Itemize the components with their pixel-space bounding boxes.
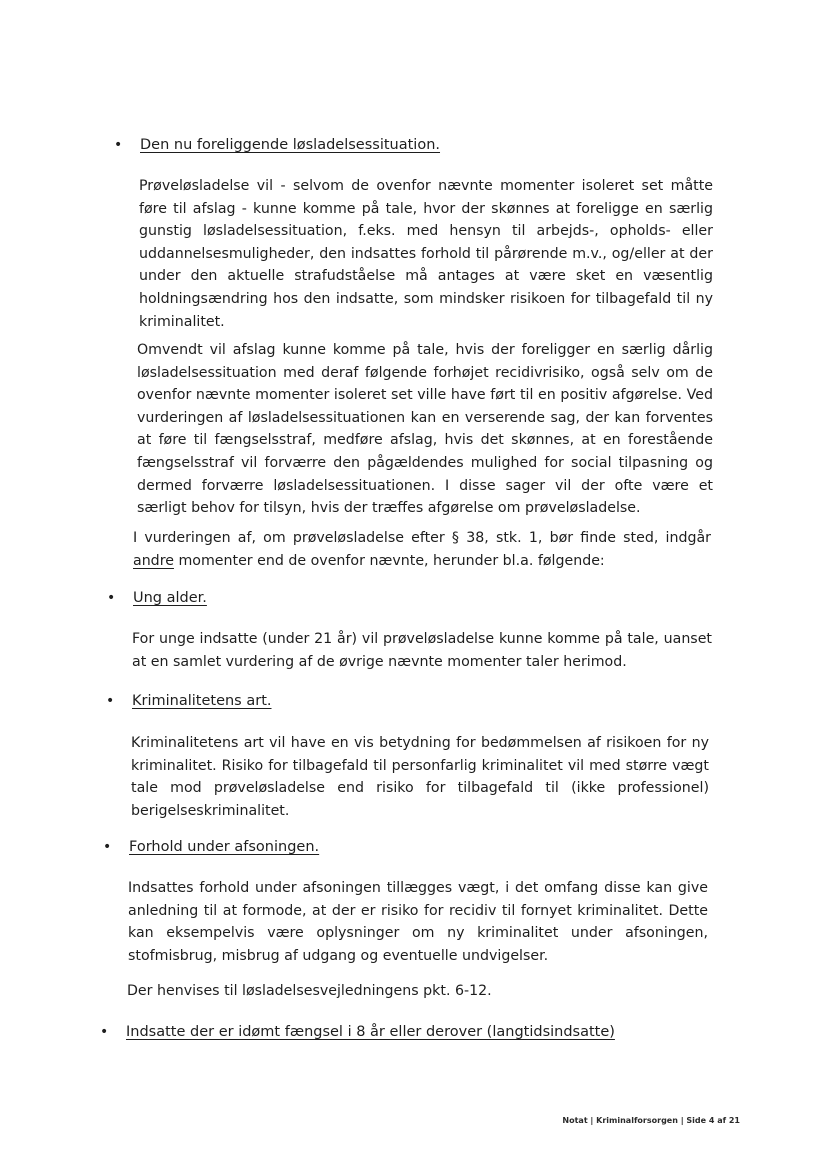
section-heading-long-term [100, 1022, 615, 1042]
heading-text: Den nu foreliggende løsladelsessituation. [140, 137, 441, 153]
section-heading-release-situation [114, 135, 441, 155]
section-heading-young-age [107, 588, 207, 608]
emphasis-underlined: andre [133, 552, 174, 569]
bullet-icon: • [107, 590, 116, 606]
heading-text: Indsatte der er idømt fængsel i 8 år eller derover (langtidsindsatte) [126, 1024, 615, 1040]
bullet-icon: • [103, 839, 112, 855]
paragraph-3-start: I vurderingen af, om prøveløsladelse efter § 38, stk. 1, bør finde sted, indgår [133, 530, 711, 546]
conduct-paragraph-1: Indsattes forhold under afsoningen tillægges vægt, i det omfang disse kan give anledning til at formode, at der er risiko for recidiv til fornyet kriminalitet. Dette kan eksempelvis være oplysninger om ny kriminalitet under afsoningen, stofmisbrug, misbrug af udgang og eventuelle undvigelser. [128, 880, 708, 964]
section-heading-conduct [103, 837, 320, 857]
paragraph-3-end: momenter end de ovenfor nævnte, herunder bl.a. følgende: [178, 552, 605, 569]
heading-text: Ung alder. [133, 590, 207, 606]
crime-type-paragraph: Kriminalitetens art vil have en vis betydning for bedømmelsen af risikoen for ny kriminalitet. Risiko for tilbagefald til personfarlig kriminalitet vil med større vægt tale mod prøveløsladelse end risiko for tilbagefald til (ikke professionel) berigelseskriminalitet. [131, 735, 709, 819]
page-footer: Notat | Kriminalforsorgen | Side 4 af 21 [562, 1116, 740, 1125]
release-situation-paragraph-3 [133, 527, 711, 572]
young-age-paragraph: For unge indsatte (under 21 år) vil prøveløsladelse kunne komme på tale, uanset at en samlet vurdering af de øvrige nævnte momenter taler herimod. [132, 631, 712, 670]
bullet-icon: • [106, 693, 115, 709]
conduct-paragraph-2: Der henvises til løsladelsesvejledningens pkt. 6-12. [127, 983, 492, 999]
heading-text: Kriminalitetens art. [132, 693, 272, 709]
release-situation-paragraph-1: Prøveløsladelse vil - selvom de ovenfor nævnte momenter isoleret set måtte føre til afslag - kunne komme på tale, hvor der skønnes at foreligge en særlig gunstig løsladelsessituation, f.eks. med hensyn til arbejds-, opholds- eller uddannelsesmuligheder, den indsattes forhold til pårørende m.v., og/eller at der under den aktuelle strafudståelse må antages at være sket en væsentlig holdningsændring hos den indsatte, som mindsker risikoen for tilbagefald til ny kriminalitet. [139, 178, 713, 330]
bullet-icon: • [114, 137, 123, 153]
heading-text: Forhold under afsoningen. [129, 839, 320, 855]
release-situation-paragraph-2: Omvendt vil afslag kunne komme på tale, hvis der foreligger en særlig dårlig løsladelsessituation med deraf følgende forhøjet recidivrisiko, også selv om de ovenfor nævnte momenter isoleret set ville have ført til en positiv afgørelse. Ved vurderingen af løsladelsessituationen kan en verserende sag, der kan forventes at føre til fængselsstraf, medføre afslag, hvis det skønnes, at en forestående fængselsstraf vil forværre den pågældendes mulighed for social tilpasning og dermed forværre løsladelsessituationen. I disse sager vil der ofte være et særligt behov for tilsyn, hvis der træffes afgørelse om prøveløsladelse. [137, 342, 713, 517]
section-heading-crime-type [106, 691, 272, 711]
bullet-icon: • [100, 1024, 109, 1040]
